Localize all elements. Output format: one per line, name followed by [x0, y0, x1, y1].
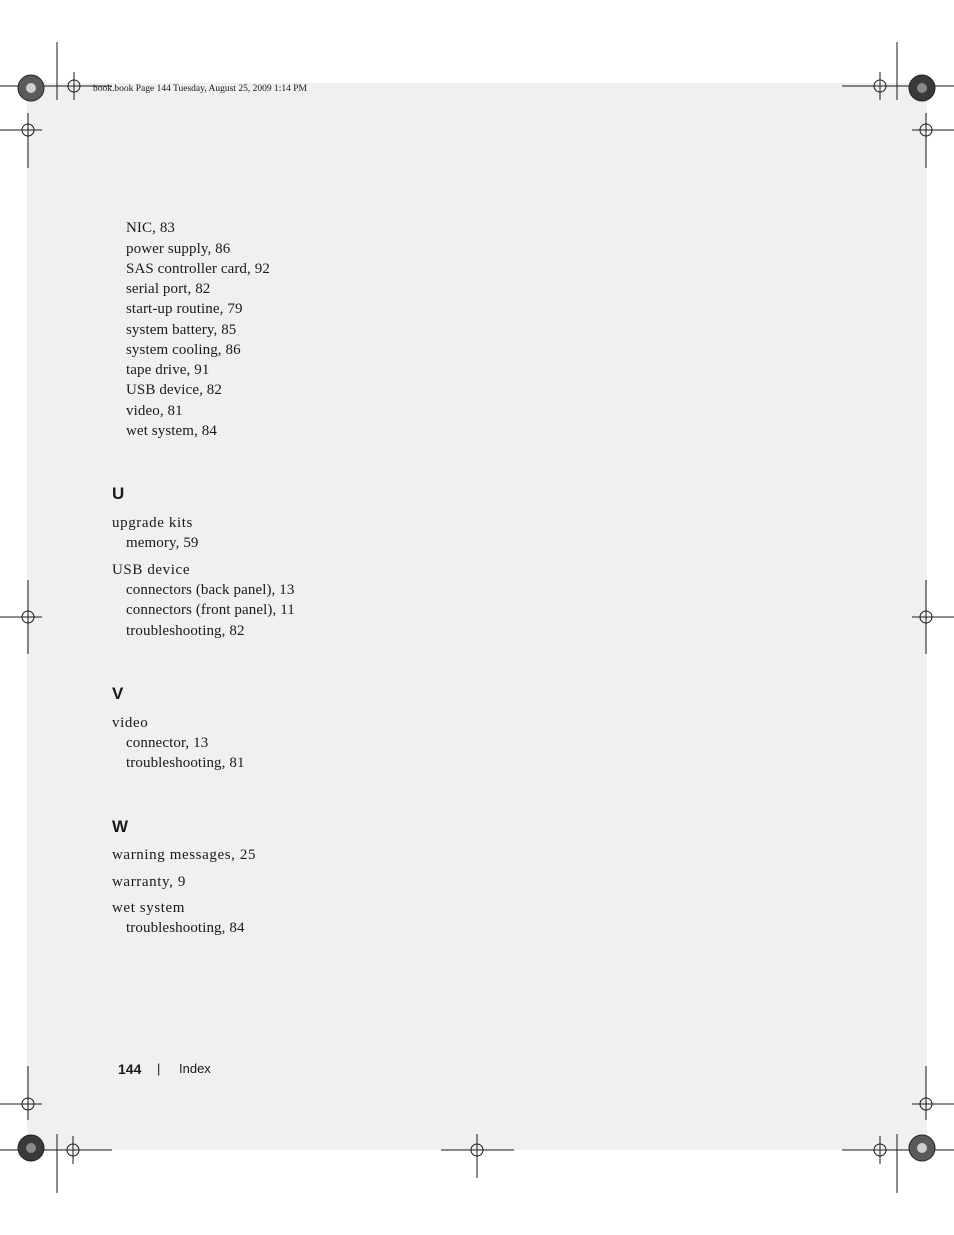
subentry: troubleshooting, 84 — [126, 920, 245, 936]
subentry: troubleshooting, 81 — [126, 755, 245, 771]
subentry: SAS controller card, 92 — [126, 261, 270, 277]
page-number: 144 — [118, 1061, 142, 1077]
subentry: wet system, 84 — [126, 423, 217, 439]
subentry: connector, 13 — [126, 735, 209, 751]
subentry: serial port, 82 — [126, 281, 211, 297]
subentry: USB device, 82 — [126, 382, 222, 398]
footer-separator: | — [157, 1061, 161, 1076]
print-slug: book.book Page 144 Tuesday, August 25, 2009 1:14 PM — [93, 84, 307, 94]
section-letter-u: U — [112, 484, 125, 503]
entry-warning-messages: warning messages, 25 — [112, 847, 257, 863]
subentry: system battery, 85 — [126, 322, 237, 338]
subentry: NIC, 83 — [126, 220, 176, 236]
subentry: memory, 59 — [126, 535, 199, 551]
subentry: system cooling, 86 — [126, 342, 241, 358]
entry-warranty: warranty, 9 — [112, 874, 186, 890]
entry-video: video — [112, 715, 149, 731]
subentry: power supply, 86 — [126, 241, 231, 257]
subentry: video, 81 — [126, 403, 183, 419]
subentry: connectors (front panel), 11 — [126, 602, 295, 618]
entry-upgrade-kits: upgrade kits — [112, 515, 193, 531]
subentry: connectors (back panel), 13 — [126, 582, 295, 598]
subentry: troubleshooting, 82 — [126, 623, 245, 639]
subentry: tape drive, 91 — [126, 362, 210, 378]
section-letter-w: W — [112, 817, 129, 836]
entry-wet-system: wet system — [112, 900, 186, 916]
entry-usb-device: USB device — [112, 562, 191, 578]
footer-section-label: Index — [179, 1061, 211, 1076]
subentry: start-up routine, 79 — [126, 301, 243, 317]
section-letter-v: V — [112, 684, 124, 703]
